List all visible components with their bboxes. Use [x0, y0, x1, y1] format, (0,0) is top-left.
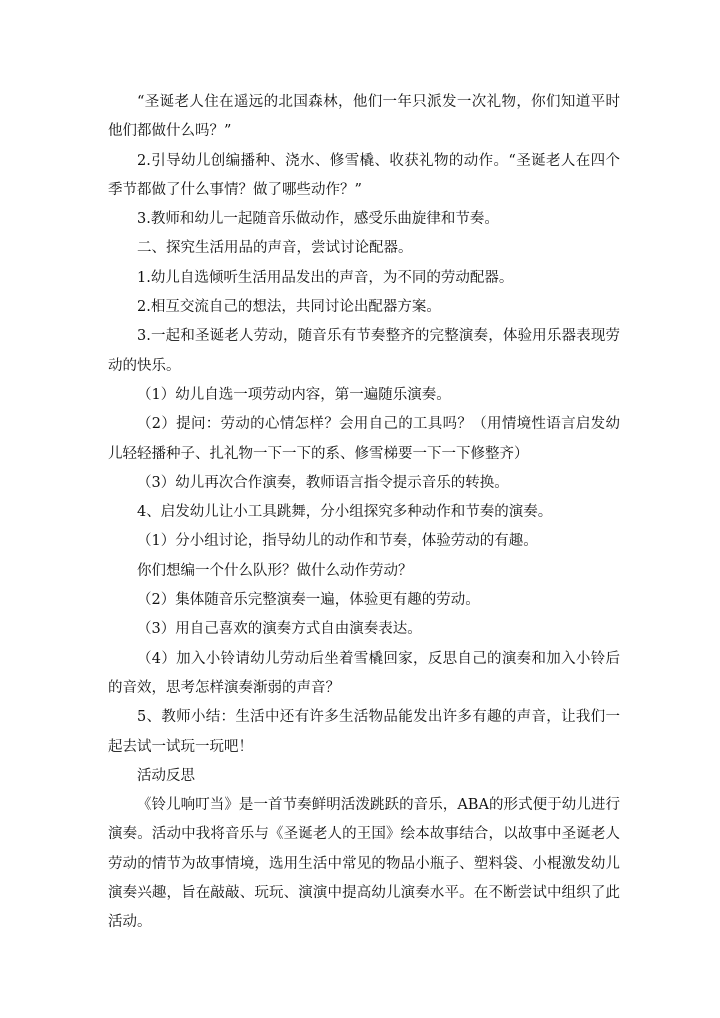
paragraph-step-2: （2）提问：劳动的心情怎样？会用自己的工具吗？（用情境性语言启发幼儿轻轻播种子、扎礼物一下一下的系、修雪梯要一下一下修整齐） [108, 416, 620, 462]
paragraph-full-performance: （2）集体随音乐完整演奏一遍，体验更有趣的劳动。 [137, 592, 480, 609]
paragraph-free-expression: （3）用自己喜欢的演奏方式自由演奏表达。 [137, 621, 422, 638]
paragraph-formation-question: 你们想编一个什么队形？做什么动作劳动？ [137, 562, 413, 579]
section-heading-reflection: 活动反思 [137, 767, 195, 784]
paragraph-add-bells: （4）加入小铃请幼儿劳动后坐着雪橇回家，反思自己的演奏和加入小铃后的音效，思考怎样演奏渐弱的声音？ [108, 650, 620, 696]
paragraph-santa-question: “圣诞老人住在遥远的北国森林，他们一年只派发一次礼物，你们知道平时他们都做什么吗？” [108, 94, 620, 140]
section-heading-explore-sounds: 二、探究生活用品的声音，尝试讨论配器。 [137, 240, 413, 257]
paragraph-group-discussion: （1）分小组讨论，指导幼儿的动作和节奏，体验劳动的有趣。 [137, 533, 538, 550]
paragraph-step-1: （1）幼儿自选一项劳动内容，第一遍随乐演奏。 [137, 386, 451, 403]
paragraph-play-with-santa: 3.一起和圣诞老人劳动，随音乐有节奏整齐的完整演奏，体验用乐器表现劳动的快乐。 [108, 328, 620, 374]
paragraph-share-ideas: 2.相互交流自己的想法，共同讨论出配器方案。 [137, 299, 441, 316]
paragraph-teacher-summary: 5、教师小结：生活中还有许多生活物品能发出许多有趣的声音，让我们一起去试一试玩一玩吧！ [108, 709, 620, 755]
paragraph-move-with-music: 3.教师和幼儿一起随音乐做动作，感受乐曲旋律和节奏。 [137, 211, 499, 228]
paragraph-guide-actions: 2.引导幼儿创编播种、浇水、修雪橇、收获礼物的动作。“圣诞老人在四个季节都做了什么事情？做了哪些动作？” [108, 152, 620, 198]
paragraph-tools-dance: 4、启发幼儿让小工具跳舞，分小组探究多种动作和节奏的演奏。 [137, 504, 553, 521]
document-body [108, 88, 620, 938]
paragraph-listen-items: 1.幼儿自选倾听生活用品发出的声音，为不同的劳动配器。 [137, 269, 514, 286]
paragraph-step-3: （3）幼儿再次合作演奏，教师语言指令提示音乐的转换。 [137, 474, 509, 491]
paragraph-reflection-body: 《铃儿响叮当》是一首节奏鲜明活泼跳跃的音乐，ABA的形式便于幼儿进行演奏。活动中我将音乐与《圣诞老人的王国》绘本故事结合，以故事中圣诞老人劳动的情节为故事情境，选用生活中常见的物品小瓶子、塑料袋、小棍激发幼儿演奏兴趣，旨在敲敲、玩玩、演演中提高幼儿演奏水平。在不断尝试中组织了此活动。 [108, 797, 620, 931]
